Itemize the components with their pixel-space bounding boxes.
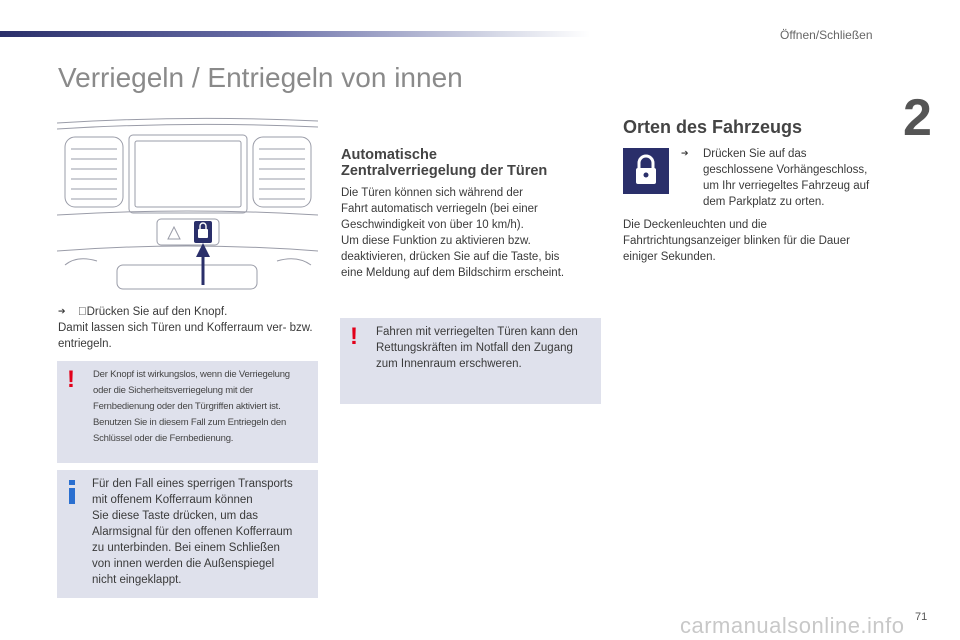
column2-text: Die Türen können sich während der Fahrt automatisch verriegeln (bei einer Geschwindigkeit von über 10 km/h). Um diese Funktion zu aktivieren bzw. deaktivieren, drücken Sie auf die Taste, bis eine Meldung auf dem Bildschirm erscheint. xyxy=(341,187,565,279)
column1-text xyxy=(58,304,318,352)
warning-text: Der Knopf ist wirkungslos, wenn die Verriegelung oder die Sicherheitsverriegelung mit der Fernbedienung oder den Türgriffen aktiviert ist. Benutzen Sie in diesem Fall zum Entriegeln den Schlüssel oder die Fernbedienung. xyxy=(93,369,290,444)
chapter-number: 2 xyxy=(903,89,932,147)
warning-text-2: Fahren mit verriegelten Türen kann den Rettungskräften im Notfall den Zugang zum Innenraum erschweren. xyxy=(376,326,578,370)
section-label: Öffnen/Schließen xyxy=(780,28,873,42)
warning-box xyxy=(57,361,318,463)
info-icon xyxy=(68,480,76,504)
heading-locate-vehicle: Orten des Fahrzeugs xyxy=(623,117,803,137)
warning-exclamation-icon: ! xyxy=(350,323,358,350)
bullet-text: Drücken Sie auf den Knopf. xyxy=(86,306,228,318)
page-number: 71 xyxy=(915,611,928,623)
watermark: carmanualsonline.info xyxy=(680,613,905,638)
page-title: Verriegeln / Entriegeln von innen xyxy=(58,62,463,93)
bullet-icon: ➔ xyxy=(58,307,66,317)
bullet-item xyxy=(58,304,318,320)
warning-box-2 xyxy=(340,318,601,404)
dashboard-illustration xyxy=(57,115,318,292)
paragraph: Damit lassen sich Türen und Kofferraum ver- bzw. entriegeln. xyxy=(58,322,313,350)
column3-text: Die Deckenleuchten und die Fahrtrichtungsanzeiger blinken für die Dauer einiger Sekunden. xyxy=(623,219,850,263)
info-text: Für den Fall eines sperrigen Transports mit offenem Kofferraum können Sie diese Taste drücken, um das Alarmsignal für den offenen Kofferraum zu unterbinden. Bei einem Schließen von innen werden die Außenspiegel nicht eingeklappt. xyxy=(92,478,293,586)
lock-icon xyxy=(623,148,669,194)
warning-exclamation-icon: ! xyxy=(67,366,75,393)
info-box xyxy=(57,470,318,598)
heading-auto-lock: Automatische Zentralverriegelung der Türen xyxy=(341,147,548,179)
column3-bullet: ➔ Drücken Sie auf das geschlossene Vorhängeschloss, um Ihr verriegeltes Fahrzeug auf dem Parkplatz zu orten. xyxy=(681,148,870,208)
bullet-icon: ➔ xyxy=(681,149,689,159)
header-bar xyxy=(0,31,590,37)
